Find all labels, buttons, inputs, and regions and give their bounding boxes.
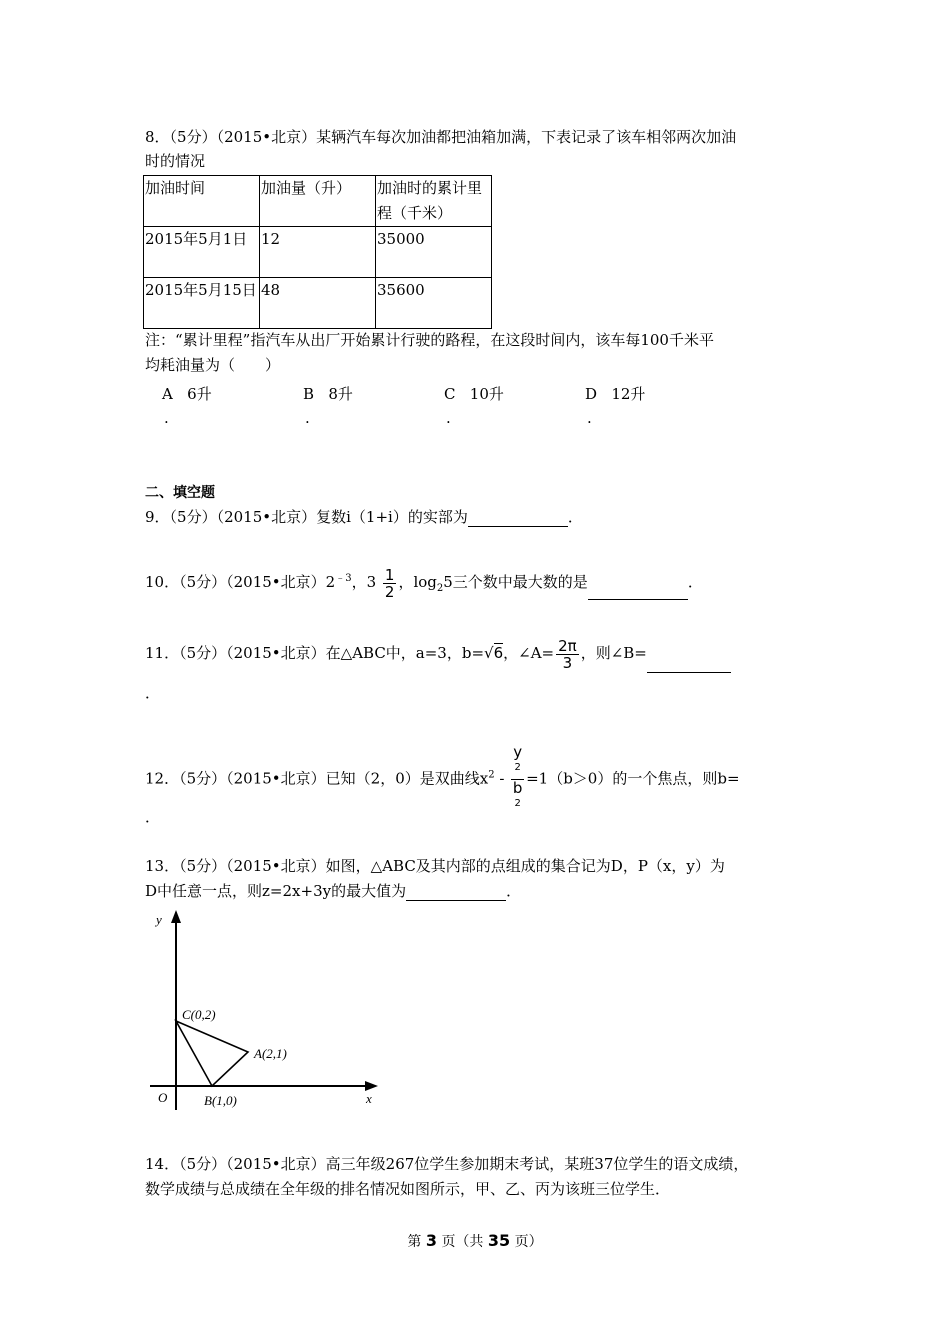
fuel-table	[143, 175, 492, 329]
table-cell: 35000	[376, 227, 492, 278]
coordinate-figure	[140, 905, 390, 1120]
point-a-label: A(2,1)	[254, 1046, 287, 1061]
table-cell: 2015年5月15日	[144, 278, 260, 329]
page-footer: 第 3 页（共 35 页）	[407, 1231, 543, 1250]
answer-blank	[468, 508, 568, 527]
y-axis-label: y	[156, 912, 162, 927]
option-a: A 6升 .	[162, 385, 212, 427]
y-axis-arrow	[171, 910, 181, 923]
triangle-abc	[176, 1021, 248, 1086]
option-c: C 10升 .	[444, 385, 504, 427]
table-header-cell: 加油时间	[144, 176, 260, 227]
section-title: 二、填空题	[145, 485, 215, 501]
answer-blank	[588, 565, 688, 600]
q9-text: 9．（5分）（2015•北京）复数i（1+i）的实部为 ．	[145, 508, 583, 526]
point-b-label: B(1,0)	[204, 1093, 237, 1108]
table-header-row	[144, 176, 492, 227]
option-letter: D	[585, 385, 598, 403]
option-text: 6升	[187, 385, 212, 403]
option-letter: B	[303, 385, 315, 403]
table-cell: 35600	[376, 278, 492, 329]
q13-text-line2: D中任意一点，则z=2x+3y的最大值为 ．	[145, 882, 522, 900]
q10-text: 10．（5分）（2015•北京）$2^{﹣3}$，3 $\frac{1}{2}$ ，$\log_25$三个数中最大数的是 ．	[145, 565, 703, 601]
option-letter: A	[162, 385, 173, 403]
answer-blank	[647, 634, 731, 673]
x-axis-label: x	[366, 1091, 372, 1106]
current-page-number: 3	[425, 1231, 437, 1250]
option-d: D 12升 .	[585, 385, 646, 427]
x-axis-arrow	[365, 1081, 378, 1091]
answer-blank	[406, 882, 506, 901]
table-header-cell: 加油时的累计里程（千米）	[376, 176, 492, 227]
table-row	[144, 278, 492, 329]
q8-note-line2: 均耗油量为（ ）	[145, 356, 281, 374]
q12-text: 12．（5分）（2015•北京）已知（2，0）是双曲线$x^2$ - y $^2$ b $^2$ =1（b＞0）的一个焦点，则b=	[145, 744, 740, 815]
option-letter: C	[444, 385, 456, 403]
q8-text-line2: 时的情况	[145, 152, 206, 170]
option-b: B 8升 .	[303, 385, 353, 427]
table-cell: 12	[260, 227, 376, 278]
q11-text: 11．（5分）（2015•北京）在△ABC中，a=3，b=√6，∠A= $\frac{2\pi}{3}$ ，则∠B=	[145, 634, 731, 673]
table-row	[144, 227, 492, 278]
q14-text-line2: 数学成绩与总成绩在全年级的排名情况如图所示，甲、乙、丙为该班三位学生．	[145, 1180, 671, 1198]
total-pages: 35	[487, 1231, 511, 1250]
q8-note-line1: 注：“累计里程”指汽车从出厂开始累计行驶的路程，在这段时间内，该车每100千米平	[145, 331, 714, 349]
option-text: 12升	[611, 385, 646, 403]
fraction-one-half: $\frac{1}{2}$	[384, 565, 395, 601]
option-text: 8升	[328, 385, 353, 403]
q12-end-dot: ．	[145, 808, 161, 826]
origin-label: O	[158, 1090, 168, 1105]
q8-text-line1: 8．（5分）（2015•北京）某辆汽车每次加油都把油箱加满，下表记录了该车相邻两次加油	[145, 128, 737, 146]
table-cell: 48	[260, 278, 376, 329]
point-c-label: C(0,2)	[182, 1007, 216, 1022]
q13-text-line1: 13．（5分）（2015•北京）如图，△ABC及其内部的点组成的集合记为D，P（x，y）为	[145, 857, 725, 875]
q11-end-dot: ．	[145, 684, 161, 702]
q14-text-line1: 14．（5分）（2015•北京）高三年级267位学生参加期末考试，某班37位学生的语文成绩，	[145, 1155, 749, 1173]
fraction-y2-over-b2: y $^2$ b $^2$	[512, 743, 523, 809]
table-header-cell: 加油量（升）	[260, 176, 376, 227]
table-cell: 2015年5月1日	[144, 227, 260, 278]
option-text: 10升	[469, 385, 504, 403]
fraction-two-pi-over-three: $\frac{2\pi}{3}$	[558, 636, 577, 672]
